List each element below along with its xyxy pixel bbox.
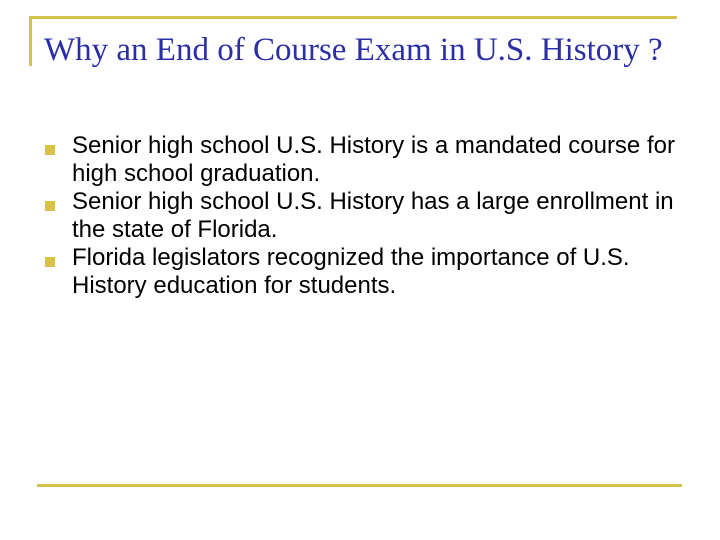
square-bullet-icon [45,257,55,267]
bullet-item [44,244,684,300]
bullet-text: Senior high school U.S. History is a mandated course for high school graduation. [72,132,675,187]
title-top-border [29,16,677,19]
square-bullet-icon [45,201,55,211]
square-bullet-icon [45,145,55,155]
bullet-list [44,132,684,300]
bullet-text: Senior high school U.S. History has a large enrollment in the state of Florida. [72,188,674,243]
bullet-item [44,188,684,244]
bullet-item [44,132,684,188]
footer-divider [37,484,682,487]
title-left-border [29,16,32,66]
bullet-text: Florida legislators recognized the importance of U.S. History education for students. [72,244,630,299]
slide-title: Why an End of Course Exam in U.S. History ? [44,32,663,68]
